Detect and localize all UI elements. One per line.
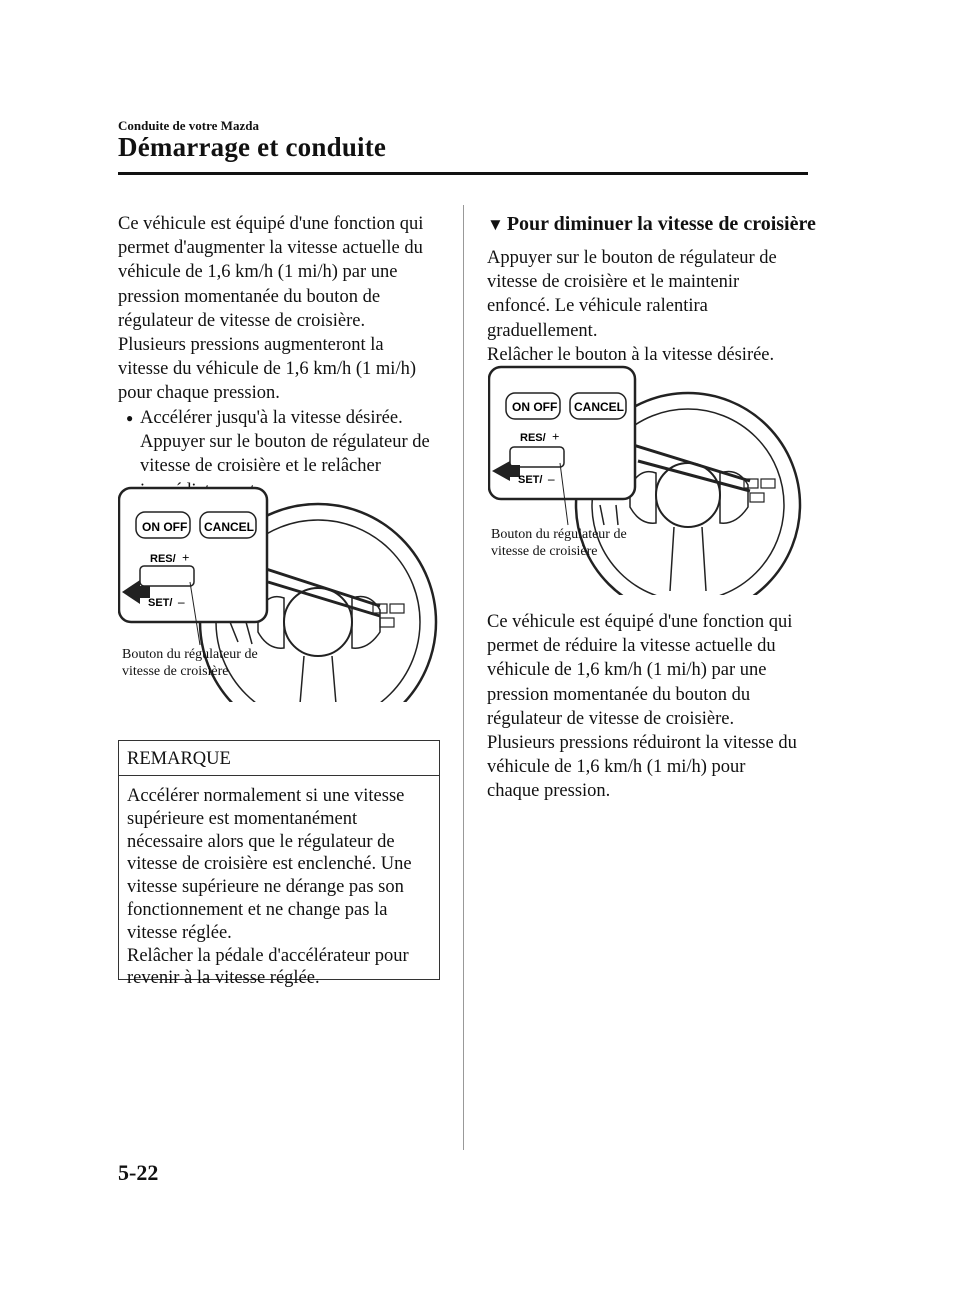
onoff-label: ON OFF: [512, 400, 558, 414]
bullet-text: Accélérer jusqu'à la vitesse désirée. Appuyer sur le bouton de régulateur de vitesse de croisière et le relâcher: [140, 408, 430, 477]
section-heading: [487, 213, 816, 236]
page-number: 5-22: [118, 1160, 159, 1185]
decrease-paragraph: Appuyer sur le bouton de régulateur de vitesse de croisière et le maintenir enfoncé. Le véhicule ralentira graduellement. Relâcher le bouton à la vitesse désirée.: [487, 248, 777, 365]
minus-icon: –: [548, 471, 555, 486]
cancel-label: CANCEL: [204, 520, 254, 534]
res-label: RES/: [520, 432, 546, 444]
figure-caption: Bouton du régulateur de vitesse de croisière: [491, 527, 627, 559]
plus-icon: +: [182, 550, 190, 565]
note-body: Accélérer normalement si une vitesse supérieure est momentanément nécessaire alors que le régulateur de vitesse de croisière est enclenché. Une vitesse supérieure ne dérange pas son fonctionnement et ne change pas la vitesse réglée. Relâcher la pédale d'accélérateur pour revenir à la vitesse réglée.: [127, 786, 412, 989]
minus-icon: –: [178, 594, 185, 609]
decrease-info-paragraph: Ce véhicule est équipé d'une fonction qui permet de réduire la vitesse actuelle du véhicule de 1,6 km/h (1 mi/h) par une pression momentanée du bouton du régulateur de vitesse de croisière. Plusieurs pressions réduiront la vitesse du véhicule de 1,6 km/h (1 mi/h) pour chaque pression.: [487, 612, 797, 802]
section-label: Conduite de votre Mazda: [118, 118, 259, 133]
steering-wheel-illustration: [488, 365, 810, 595]
page-title: Démarrage et conduite: [118, 132, 387, 162]
section-heading-text: Pour diminuer la vitesse de croisière: [506, 213, 816, 235]
header-rule: [118, 172, 808, 175]
bullet-dot-icon: ●: [126, 411, 134, 425]
onoff-label: ON OFF: [142, 520, 188, 534]
cancel-label: CANCEL: [574, 400, 624, 414]
set-label: SET/: [518, 474, 543, 486]
set-label: SET/: [148, 597, 173, 609]
column-divider: [463, 205, 464, 1150]
intro-paragraph: Ce véhicule est équipé d'une fonction qui permet d'augmenter la vitesse actuelle du véhicule de 1,6 km/h (1 mi/h) par une pression momentanée du bouton de régulateur de vitesse de croisière. Plusieurs pressions augmenteront la vitesse du véhicule de 1,6 km/h (1 mi/h) pour chaque pression.: [118, 214, 424, 404]
note-separator: [119, 775, 439, 776]
note-box: [118, 740, 440, 989]
steering-wheel-figure-decrease: [488, 365, 810, 595]
note-title: REMARQUE: [127, 749, 231, 769]
steering-wheel-figure-increase: [118, 482, 448, 702]
figure-caption: Bouton du régulateur de vitesse de croisière: [122, 647, 258, 679]
plus-icon: +: [552, 429, 560, 444]
triangle-icon: ▼: [487, 215, 504, 234]
res-label: RES/: [150, 553, 176, 565]
